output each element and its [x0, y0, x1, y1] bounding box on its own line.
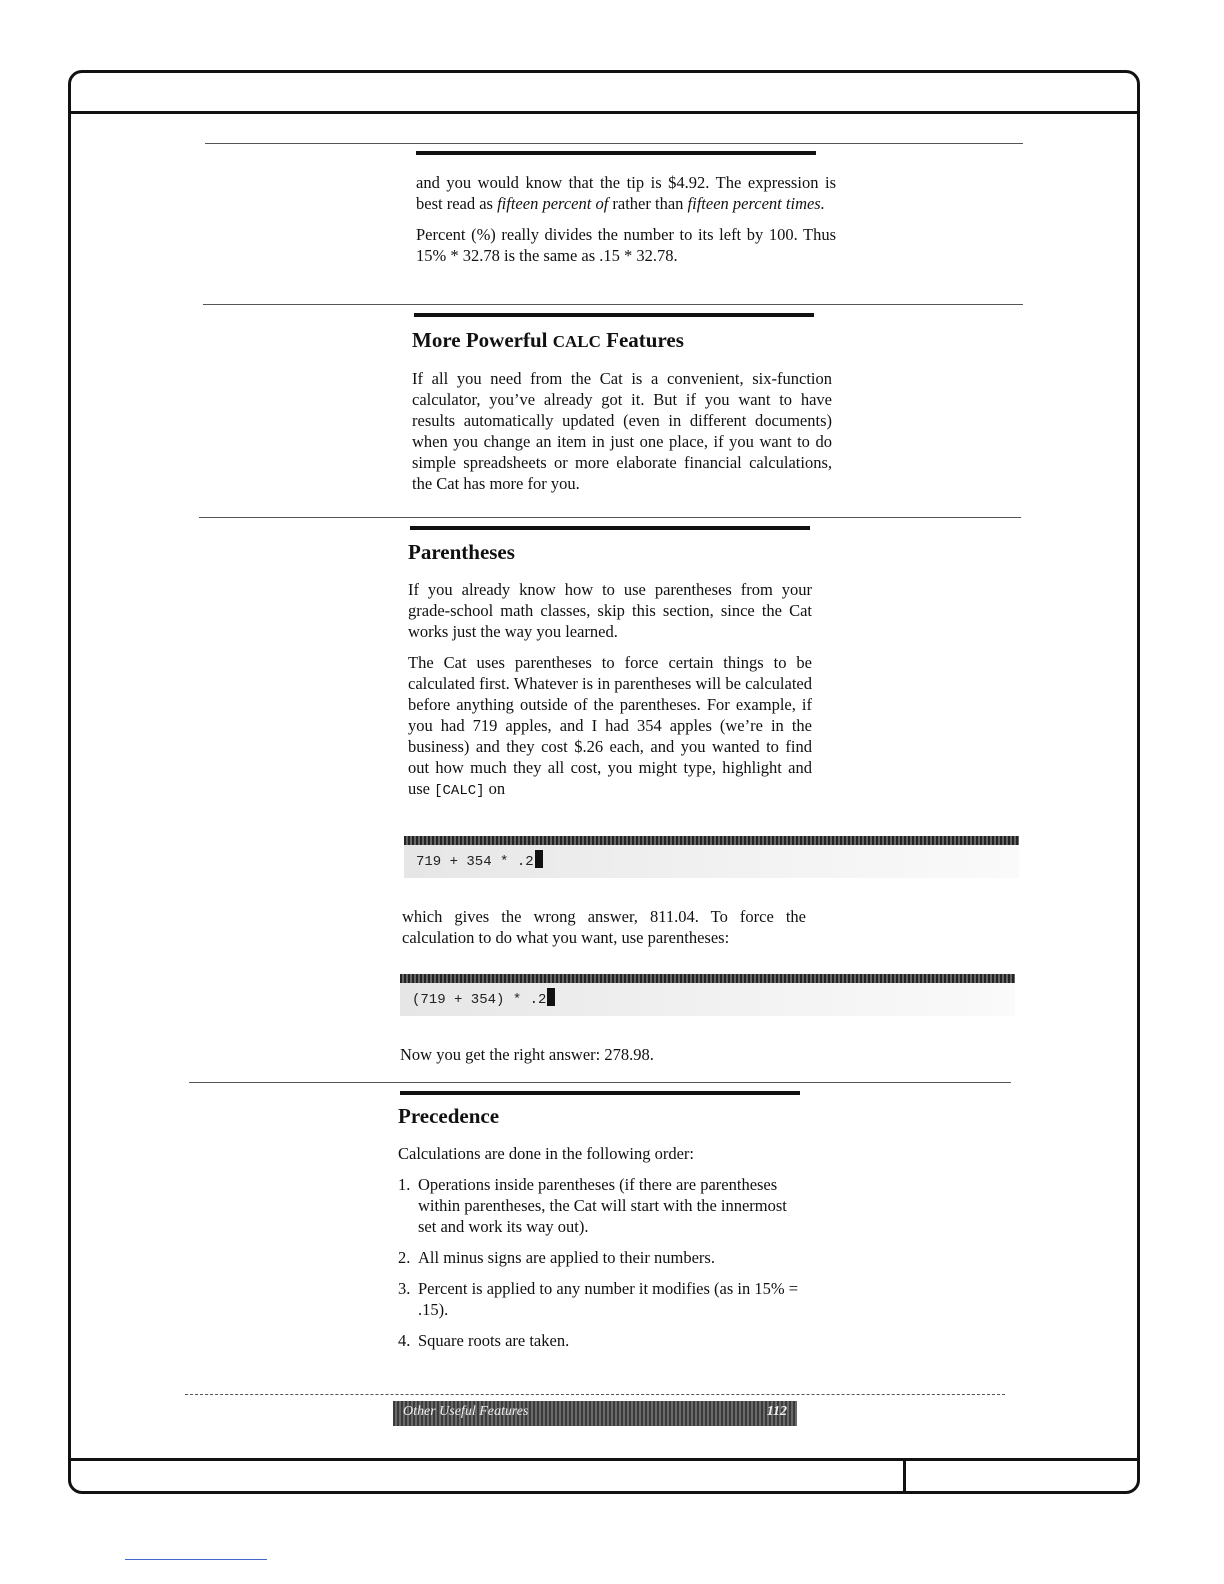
section-rule-parentheses [199, 517, 1021, 518]
list-item [398, 1278, 802, 1320]
intro-paragraph-1: and you would know that the tip is $4.92. The expression is best read as fifteen percent of rather than fifteen percent times. [416, 173, 836, 213]
code-bar-2 [400, 974, 1015, 983]
code-example-1 [404, 836, 1019, 878]
list-item-text: Square roots are taken. [418, 1331, 570, 1350]
list-item [398, 1247, 802, 1268]
frame-header-rule [71, 111, 1137, 114]
code-example-2-text: (719 + 354) * .2 [412, 988, 555, 1008]
section-rule-parentheses-heavy [410, 526, 810, 530]
footer-title: Other Useful Features [403, 1404, 529, 1419]
list-item-text: Percent is applied to any number it modifies (as in 15% = .15). [418, 1279, 799, 1319]
features-section [412, 330, 832, 504]
list-item [398, 1174, 802, 1237]
section-rule-precedence-heavy [400, 1091, 800, 1095]
code-example-1-text: 719 + 354 * .2 [416, 850, 543, 870]
parentheses-section [408, 542, 812, 812]
parentheses-heading: Parentheses [408, 540, 515, 564]
features-heading: More Powerful CALC Features [412, 328, 684, 352]
footer-rule [185, 1394, 1005, 1395]
parentheses-paragraph-3: which gives the wrong answer, 811.04. To force the calculation to do what you want, use parentheses: [402, 907, 806, 947]
page-number: 112 [766, 1404, 787, 1419]
section-rule-top [205, 143, 1023, 144]
section-rule-features [203, 304, 1023, 305]
code-example-2 [400, 974, 1015, 1016]
parentheses-paragraph-2: The Cat uses parentheses to force certain things to be calculated first. Whatever is in parentheses will be calculated before anything outside of the parentheses. For example, if you had 719 apples, and I had 354 apples (we’re in the business) and they cost $.26 each, and you wanted to find out how much they all cost, you might type, highlight and use [CALC] on [408, 653, 812, 799]
precedence-intro: Calculations are done in the following order: [398, 1144, 695, 1163]
intro-block [416, 172, 836, 276]
section-rule-precedence [189, 1082, 1011, 1083]
text-cursor [547, 988, 555, 1006]
list-item-number: 3. [398, 1279, 411, 1298]
frame-footer-divider [903, 1458, 906, 1491]
list-item [398, 1330, 802, 1351]
list-item-number: 4. [398, 1331, 411, 1350]
parentheses-paragraph-4: Now you get the right answer: 278.98. [400, 1045, 654, 1064]
section-rule-top-heavy [416, 151, 816, 155]
code-body-1 [404, 845, 1019, 878]
section-rule-features-heavy [414, 313, 814, 317]
list-item-text: Operations inside parentheses (if there are parentheses within parentheses, the Cat will start with the innermost set and work its way out). [418, 1175, 787, 1236]
precedence-section [398, 1106, 802, 1361]
bottom-link-underline [125, 1559, 267, 1560]
list-item-number: 2. [398, 1248, 411, 1267]
code-body-2 [400, 983, 1015, 1016]
precedence-list [398, 1174, 802, 1351]
frame-footer-rule [71, 1458, 1137, 1461]
text-cursor [535, 850, 543, 868]
parentheses-paragraph-1: If you already know how to use parentheses from your grade-school math classes, skip this section, since the Cat works just the way you learned. [408, 580, 812, 641]
calc-key: [CALC] [434, 783, 485, 799]
features-paragraph: If all you need from the Cat is a convenient, six-function calculator, you’ve already got it. But if you want to have results automatically updated (even in different documents) when you change an item in just one place, if you want to do simple spreadsheets or more elaborate financial calculations, the Cat has more for you. [412, 369, 832, 493]
parentheses-result [400, 1044, 804, 1075]
precedence-heading: Precedence [398, 1104, 500, 1128]
code-bar-1 [404, 836, 1019, 845]
parentheses-continued [402, 906, 806, 958]
list-item-text: All minus signs are applied to their numbers. [418, 1248, 715, 1267]
intro-paragraph-2: Percent (%) really divides the number to its left by 100. Thus 15% * 32.78 is the same as .15 * 32.78. [416, 225, 836, 265]
page-footer [393, 1401, 797, 1426]
list-item-number: 1. [398, 1175, 411, 1194]
